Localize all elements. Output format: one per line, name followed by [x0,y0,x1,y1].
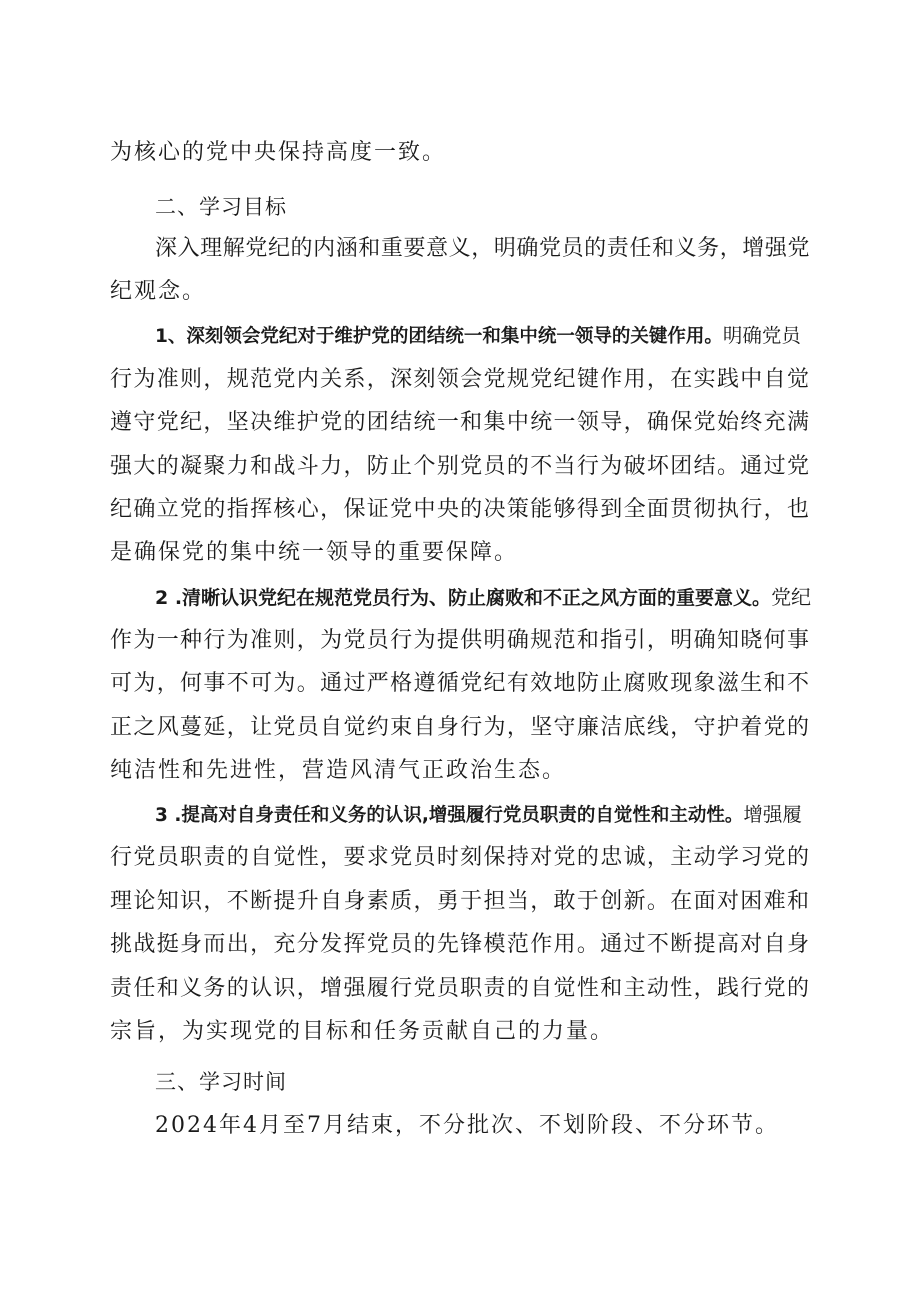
paragraph-line: 2024年4月至7月结束，不分批次、不划阶段、不分环节。 [155,1113,779,1138]
paragraph-line: 强大的凝聚力和战斗力，防止个别党员的不当行为破坏团结。通过党 [110,454,810,479]
paragraph-line: 是确保党的集中统一领导的重要保障。 [110,540,519,565]
paragraph-line: 可为，何事不可为。通过严格遵循党纪有效地防止腐败现象滋生和不 [110,671,810,696]
list-item-lead [155,582,810,613]
paragraph-line: 正之风蔓延，让党员自觉约束自身行为，坚守廉洁底线，守护着党的 [110,715,810,740]
section-heading: 三、学习时间 [155,1070,287,1094]
paragraph-line: 纪观念。 [110,279,207,304]
list-item-lead [155,800,810,831]
paragraph-line: 作为一种行为准则，为党员行为提供明确规范和指引，明确知晓何事 [110,628,810,653]
item-lead-tail: 明确党员 [722,324,801,347]
paragraph-line: 挑战挺身而出，充分发挥党员的先锋模范作用。通过不断提高对自身 [110,932,810,957]
paragraph-line: 遵守党纪，坚决维护党的团结统一和集中统一领导，确保党始终充满 [110,410,810,435]
item-lead-bold: 1、深刻领会党纪对于维护党的团结统一和集中统一领导的关键作用。 [155,326,723,347]
list-item-lead [155,321,810,352]
item-lead-bold: 2 .清晰认识党纪在规范党员行为、防止腐败和不正之风方面的重要意义。 [155,587,772,609]
paragraph-line: 责任和义务的认识，增强履行党员职责的自觉性和主动性，践行党的 [110,976,810,1001]
paragraph-line: 深入理解党纪的内涵和重要意义，明确党员的责任和义务，增强党 [155,236,810,261]
item-lead-tail: 增强履 [743,803,802,826]
paragraph-line: 行为准则，规范党内关系，深刻领会党规党纪键作用，在实践中自觉 [110,367,810,392]
paragraph-line: 行党员职责的自觉性，要求党员时刻保持对党的忠诚，主动学习党的 [110,845,810,870]
paragraph-line: 纯洁性和先进性，营造风清气正政治生态。 [110,758,567,783]
paragraph-line: 为核心的党中央保持高度一致。 [110,140,447,165]
paragraph-line: 理论知识，不断提升自身素质，勇于担当，敢于创新。在面对困难和 [110,889,810,914]
paragraph-line: 纪确立党的指挥核心，保证党中央的决策能够得到全面贯彻执行，也 [110,497,810,522]
item-lead-tail: 党纪 [771,585,812,609]
paragraph-line: 宗旨，为实现党的目标和任务贡献自己的力量。 [110,1019,615,1044]
item-lead-bold: 3 .提高对自身责任和义务的认识,增强履行党员职责的自觉性和主动性。 [155,805,744,826]
section-heading: 二、学习目标 [155,195,287,219]
